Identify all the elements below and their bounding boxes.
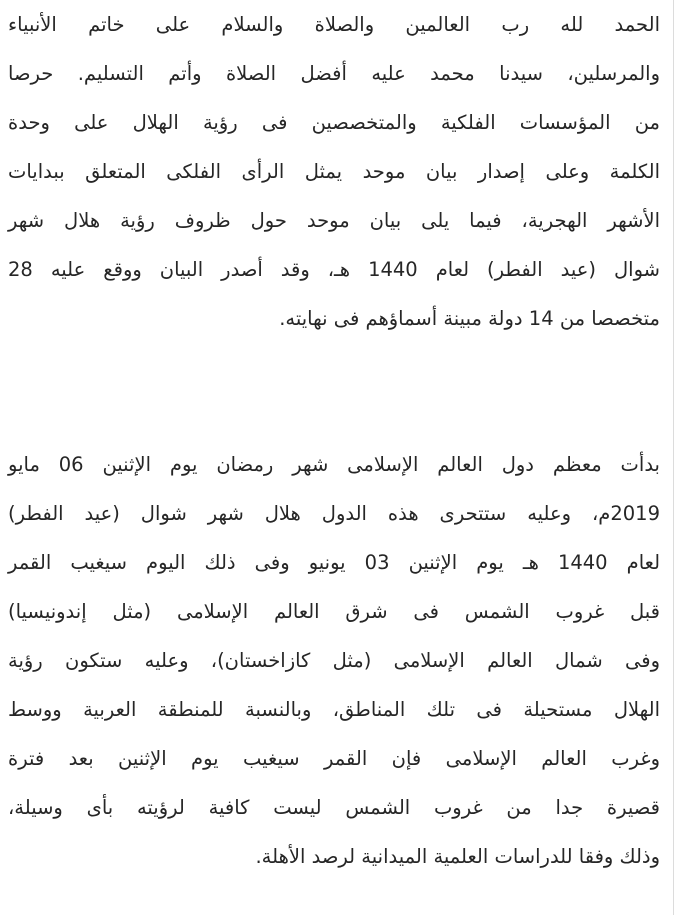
text-line: قبل غروب الشمس فى شرق العالم الإسلامى (مثل إندونيسيا) xyxy=(8,600,660,623)
text-line: شوال (عيد الفطر) لعام 1440 هـ، وقد أصدر البيان ووقع عليه 28 xyxy=(8,258,661,281)
text-line: متخصصا من 14 دولة مبينة أسماؤهم فى نهايته. xyxy=(279,307,660,330)
text-line: الحمد لله رب العالمين والصلاة والسلام على خاتم الأنبياء xyxy=(8,13,660,36)
text-line: وذلك وفقا للدراسات العلمية الميدانية لرصد الأهلة. xyxy=(255,845,660,868)
text-line: والمرسلين، سيدنا محمد عليه أفضل الصلاة وأتم التسليم. حرصا xyxy=(8,62,660,85)
text-line: الكلمة وعلى إصدار بيان موحد يمثل الرأى الفلكى المتعلق ببدايات xyxy=(8,160,660,183)
text-line: قصيرة جدا من غروب الشمس ليست كافية لرؤيته بأى وسيلة، xyxy=(8,796,660,819)
text-line: وغرب العالم الإسلامى فإن القمر سيغيب يوم الإثنين بعد فترة xyxy=(8,747,660,770)
text-line: 2019م، وعليه ستتحرى هذه الدول هلال شهر شوال (عيد الفطر) xyxy=(8,502,660,525)
text-line: الهلال مستحيلة فى تلك المناطق، وبالنسبة للمنطقة العربية ووسط xyxy=(8,698,660,721)
text-line: بدأت معظم دول العالم الإسلامى شهر رمضان يوم الإثنين 06 مايو xyxy=(8,453,660,476)
paragraph-intro xyxy=(8,0,660,343)
text-line: وفى شمال العالم الإسلامى (مثل كازاخستان)، وعليه ستكون رؤية xyxy=(8,649,660,672)
text-line: لعام 1440 هـ يوم الإثنين 03 يونيو وفى ذلك اليوم سيغيب القمر xyxy=(8,551,661,574)
text-line: من المؤسسات الفلكية والمتخصصين فى رؤية الهلال على وحدة xyxy=(8,111,660,134)
right-divider xyxy=(673,0,674,915)
text-line: الأشهر الهجرية، فيما يلى بيان موحد حول ظروف رؤية هلال شهر xyxy=(8,209,660,232)
paragraph-details xyxy=(8,440,660,881)
